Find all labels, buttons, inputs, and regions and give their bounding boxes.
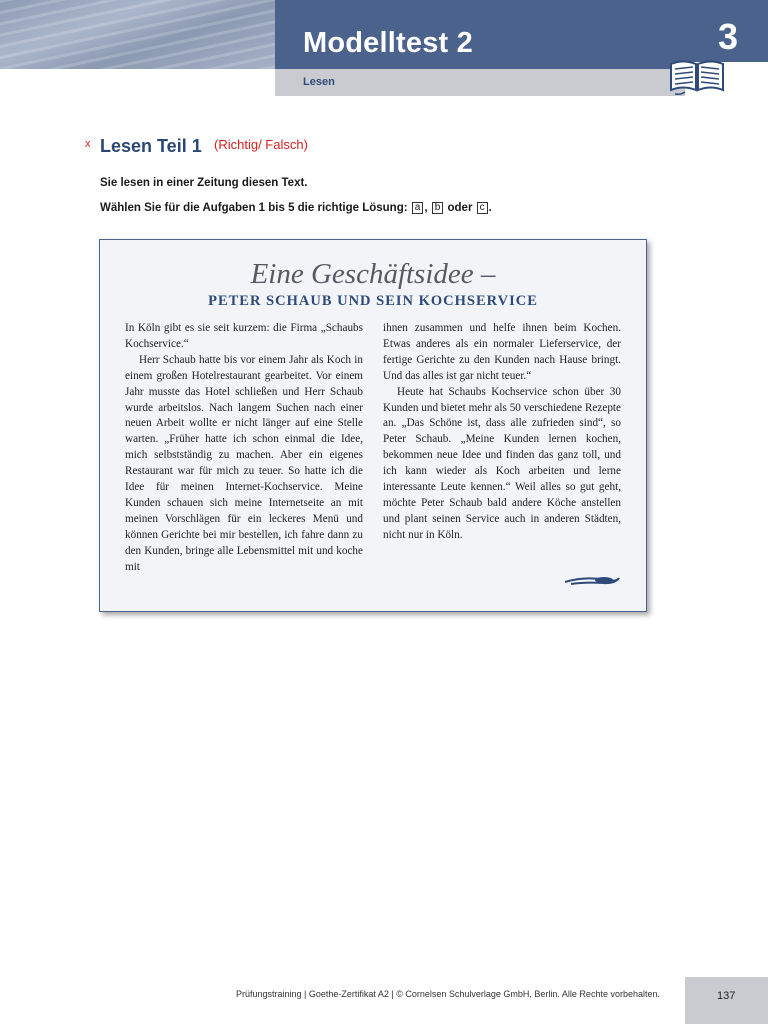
instruction-end: . [488,202,492,214]
page-number-box [685,977,768,1024]
instruction-2 [100,202,492,214]
article-title: Eine Geschäftsidee – [250,258,496,290]
page-title: Modelltest 2 [303,27,473,59]
article-paragraph: ihnen zusammen und helfe ihnen beim Kochen. Etwas anderes als ein normaler Lieferservice, der fertige Gerichte zu den Kunden nach Hause bringt. Und das alles ist gar nicht teuer.“ [383,322,621,382]
article-column-right [383,321,621,544]
footer-text: Prüfungstraining | Goethe-Zertifikat A2 | © Cornelsen Schulverlage GmbH, Berlin. Alle Rechte vorbehalten. [235,989,660,999]
section-note: (Richtig/ Falsch) [214,137,308,152]
instruction-2-text: Wählen Sie für die Aufgaben 1 bis 5 die richtige Lösung: [100,202,408,214]
red-marker: x [85,138,91,150]
option-b-box: b [432,202,444,214]
article-paragraph: Herr Schaub hatte bis vor einem Jahr als Koch in einem großen Hotelrestaurant gearbeitet. Vor einem Jahr musste das Hotel schließen und Herr Schaub wurde arbeitslos. Nach langem Suchen nach einer neuen Arbeit wollte er nicht länger auf eine Stelle warten. „Früher hatte ich schon einmal die Idee, mich selbstständig zu machen. Aber ein eigenes Restaurant war für mich zu teuer. So hatte ich die Idee für meinen Internet-Kochservice. Meine Kunden schauen sich meine Internetseite an mit meinen Vorschlägen für ein leckeres Menü und können Gerichte bei mir bestellen, ich fahre dann zu den Kunden, bringe alle Lebensmittel mit und koche mit [125,353,363,573]
open-book-icon [667,56,727,96]
chapter-number: 3 [717,16,738,57]
article-paragraph: In Köln gibt es sie seit kurzem: die Firma „Schaubs Kochservice.“ [125,322,363,350]
option-separator: , [424,202,428,214]
section-subtitle: Lesen [303,76,335,88]
option-connector: oder [447,202,473,214]
option-a-box: a [412,202,424,214]
chapter-box [685,0,768,62]
page-number: 137 [717,990,736,1002]
article-subtitle: PETER SCHAUB UND SEIN KOCHSERVICE [208,293,538,309]
header-decoration [0,0,275,69]
subtitle-band [275,69,685,96]
section-title: Lesen Teil 1 [100,136,202,156]
end-flourish-icon [563,572,623,588]
article-column-left [125,321,363,576]
option-c-box: c [477,202,488,214]
instruction-1: Sie lesen in einer Zeitung diesen Text. [100,177,308,189]
article-paragraph: Heute hat Schaubs Kochservice schon über 30 Kunden und bietet mehr als 50 verschiedene Rezepte an. „Das Schöne ist, dass alle zufrieden sind“, so Peter Schaub. „Meine Kunden lernen kochen, bekommen neue Idee und finden das ganz toll, und ich kann wieder als Koch arbeiten und lerne interessante Leute kennen.“ Weil alles so gut geht, möchte Peter Schaub bald andere Köche anstellen und plant seinen Service auch in anderen Städten, nicht nur in Köln. [383,385,621,541]
article-box [99,239,647,612]
title-band [275,0,685,69]
